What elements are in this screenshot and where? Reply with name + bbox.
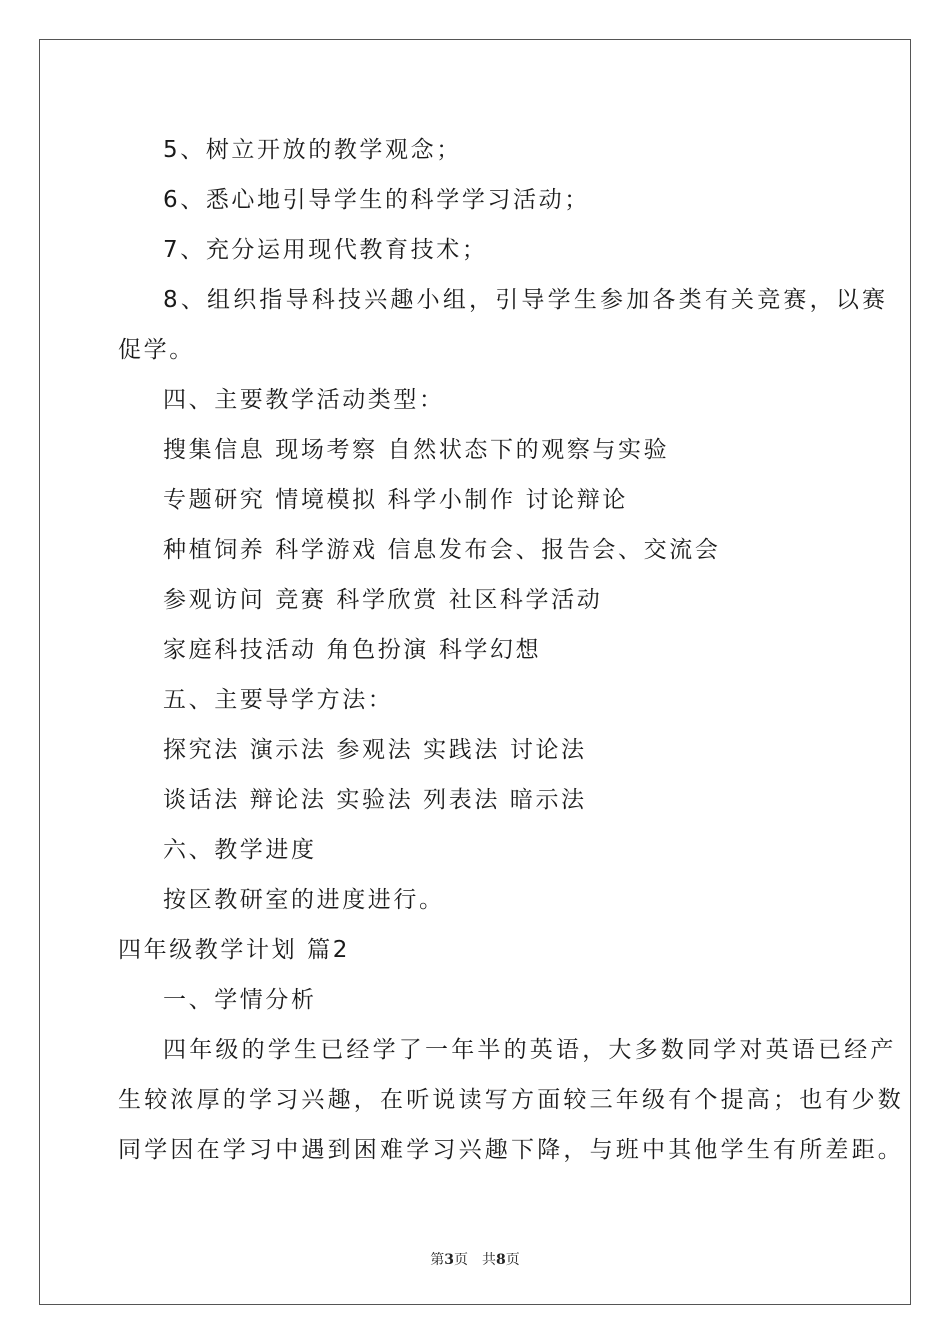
footer-mid: 页 共 bbox=[454, 1252, 496, 1268]
list-item-8-continuation: 促学。 bbox=[118, 337, 195, 363]
footer-page-number: 3 bbox=[444, 1252, 454, 1268]
part-title: 四年级教学计划 篇2 bbox=[118, 937, 350, 963]
page-footer bbox=[0, 1249, 950, 1269]
list-item-8: 8、组织指导科技兴趣小组，引导学生参加各类有关竞赛，以赛 bbox=[163, 287, 889, 313]
activity-row-5: 家庭科技活动 角色扮演 科学幻想 bbox=[163, 637, 542, 663]
section-heading-progress: 六、教学进度 bbox=[163, 837, 317, 863]
method-row-2: 谈话法 辩论法 实验法 列表法 暗示法 bbox=[163, 787, 587, 813]
analysis-paragraph-line-1: 四年级的学生已经学了一年半的英语，大多数同学对英语已经产 bbox=[163, 1037, 897, 1063]
section-heading-analysis: 一、学情分析 bbox=[163, 987, 317, 1013]
activity-row-2: 专题研究 情境模拟 科学小制作 讨论辩论 bbox=[163, 487, 628, 513]
method-row-1: 探究法 演示法 参观法 实践法 讨论法 bbox=[163, 737, 587, 763]
section-heading-methods: 五、主要导学方法： bbox=[163, 687, 394, 713]
activity-row-3: 种植饲养 科学游戏 信息发布会、报告会、交流会 bbox=[163, 537, 721, 563]
analysis-paragraph-line-2: 生较浓厚的学习兴趣，在听说读写方面较三年级有个提高；也有少数 bbox=[118, 1087, 904, 1113]
activity-row-4: 参观访问 竞赛 科学欣赏 社区科学活动 bbox=[163, 587, 603, 613]
list-item-5: 5、树立开放的教学观念； bbox=[163, 137, 462, 163]
list-item-6: 6、悉心地引导学生的科学学习活动； bbox=[163, 187, 590, 213]
analysis-paragraph-line-3: 同学因在学习中遇到困难学习兴趣下降，与班中其他学生有所差距。 bbox=[118, 1137, 904, 1163]
footer-prefix: 第 bbox=[430, 1252, 445, 1268]
footer-suffix: 页 bbox=[505, 1252, 520, 1268]
activity-row-1: 搜集信息 现场考察 自然状态下的观察与实验 bbox=[163, 437, 670, 463]
list-item-7: 7、充分运用现代教育技术； bbox=[163, 237, 488, 263]
section-heading-activity-types: 四、主要教学活动类型： bbox=[163, 387, 445, 413]
progress-text: 按区教研室的进度进行。 bbox=[163, 887, 445, 913]
footer-total-pages: 8 bbox=[496, 1252, 506, 1268]
page-border bbox=[39, 39, 911, 1305]
